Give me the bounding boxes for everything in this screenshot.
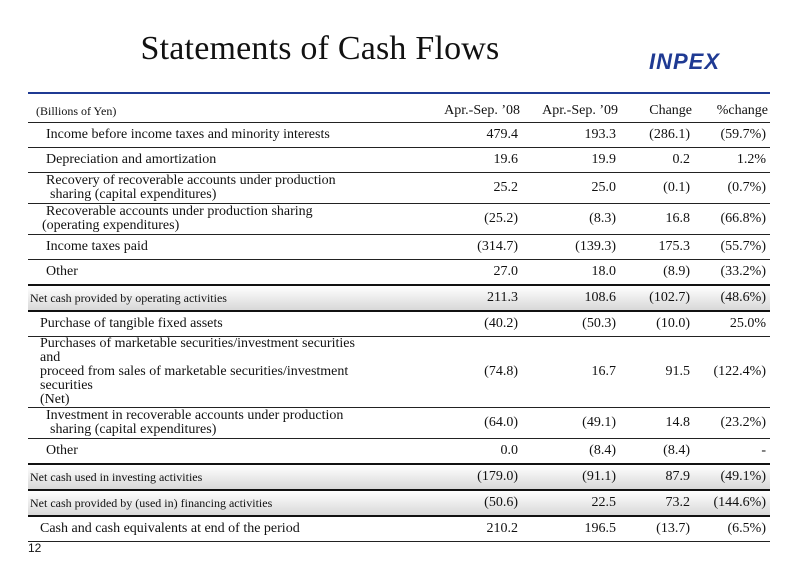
row-value: (74.8) bbox=[376, 337, 522, 408]
table-row bbox=[28, 516, 770, 542]
row-value: - bbox=[694, 439, 770, 465]
subtotal-row bbox=[28, 490, 770, 516]
row-label: Cash and cash equivalents at end of the period bbox=[28, 516, 376, 542]
row-value: (0.7%) bbox=[694, 173, 770, 204]
table-row bbox=[28, 148, 770, 173]
unit-label: (Billions of Yen) bbox=[36, 104, 117, 118]
table-row bbox=[28, 439, 770, 465]
row-value: 27.0 bbox=[376, 260, 522, 286]
row-value: (23.2%) bbox=[694, 408, 770, 439]
row-value: 16.7 bbox=[522, 337, 620, 408]
inpex-logo bbox=[647, 50, 758, 72]
row-value: 91.5 bbox=[620, 337, 694, 408]
table-row bbox=[28, 123, 770, 148]
row-value: (66.8%) bbox=[694, 204, 770, 235]
table-row bbox=[28, 408, 770, 439]
row-label: Investment in recoverable accounts under production sharing (capital expenditures) bbox=[28, 408, 376, 439]
row-value: (139.3) bbox=[522, 235, 620, 260]
row-value: (8.3) bbox=[522, 204, 620, 235]
row-value: 211.3 bbox=[376, 285, 522, 311]
row-value: (49.1%) bbox=[694, 464, 770, 490]
logo-text: INPEX bbox=[649, 50, 721, 72]
row-value: 16.8 bbox=[620, 204, 694, 235]
row-value: (8.9) bbox=[620, 260, 694, 286]
row-value: 14.8 bbox=[620, 408, 694, 439]
row-value: 108.6 bbox=[522, 285, 620, 311]
column-header: Apr.-Sep. ’09 bbox=[542, 103, 618, 118]
row-value: (286.1) bbox=[620, 123, 694, 148]
row-value: 193.3 bbox=[522, 123, 620, 148]
row-value: 175.3 bbox=[620, 235, 694, 260]
column-header: Apr.-Sep. ’08 bbox=[444, 103, 520, 118]
row-value: (122.4%) bbox=[694, 337, 770, 408]
row-value: 73.2 bbox=[620, 490, 694, 516]
row-value: (50.6) bbox=[376, 490, 522, 516]
row-value: 19.9 bbox=[522, 148, 620, 173]
row-label: Other bbox=[28, 439, 376, 465]
row-value: (6.5%) bbox=[694, 516, 770, 542]
row-label: Recoverable accounts under production sharing (operating expenditures) bbox=[28, 204, 376, 235]
row-value: (64.0) bbox=[376, 408, 522, 439]
row-value: (8.4) bbox=[620, 439, 694, 465]
page-number: 12 bbox=[28, 541, 42, 555]
row-label: Income before income taxes and minority interests bbox=[28, 123, 376, 148]
subtotal-row bbox=[28, 464, 770, 490]
row-value: (59.7%) bbox=[694, 123, 770, 148]
row-value: (144.6%) bbox=[694, 490, 770, 516]
row-value: (55.7%) bbox=[694, 235, 770, 260]
row-label: Purchase of tangible fixed assets bbox=[28, 311, 376, 337]
table-row bbox=[28, 235, 770, 260]
subtotal-row bbox=[28, 285, 770, 311]
row-value: 25.2 bbox=[376, 173, 522, 204]
title-divider bbox=[28, 92, 770, 94]
table-row bbox=[28, 337, 770, 408]
row-value: 19.6 bbox=[376, 148, 522, 173]
cash-flow-table bbox=[28, 100, 770, 542]
row-value: (102.7) bbox=[620, 285, 694, 311]
row-value: 196.5 bbox=[522, 516, 620, 542]
row-value: (33.2%) bbox=[694, 260, 770, 286]
column-header: %change bbox=[716, 103, 768, 118]
row-value: (50.3) bbox=[522, 311, 620, 337]
row-value: 18.0 bbox=[522, 260, 620, 286]
table-header-row bbox=[28, 100, 770, 123]
row-value: 0.2 bbox=[620, 148, 694, 173]
row-value: 1.2% bbox=[694, 148, 770, 173]
page-title: Statements of Cash Flows bbox=[140, 30, 500, 67]
row-value: 25.0% bbox=[694, 311, 770, 337]
table-row bbox=[28, 260, 770, 286]
row-value: 25.0 bbox=[522, 173, 620, 204]
row-value: 0.0 bbox=[376, 439, 522, 465]
row-label: Purchases of marketable securities/investment securities and proceed from sales of marketable securities/investment securities (Net) bbox=[28, 337, 376, 408]
row-value: (10.0) bbox=[620, 311, 694, 337]
table-row bbox=[28, 173, 770, 204]
row-value: (40.2) bbox=[376, 311, 522, 337]
row-label: Other bbox=[28, 260, 376, 286]
row-value: (8.4) bbox=[522, 439, 620, 465]
row-value: (48.6%) bbox=[694, 285, 770, 311]
row-label: Depreciation and amortization bbox=[28, 148, 376, 173]
row-value: 479.4 bbox=[376, 123, 522, 148]
row-value: (0.1) bbox=[620, 173, 694, 204]
row-label: Net cash used in investing activities bbox=[28, 464, 376, 490]
row-label: Income taxes paid bbox=[28, 235, 376, 260]
row-label: Recovery of recoverable accounts under production sharing (capital expenditures) bbox=[28, 173, 376, 204]
row-value: (49.1) bbox=[522, 408, 620, 439]
row-value: 87.9 bbox=[620, 464, 694, 490]
row-value: (25.2) bbox=[376, 204, 522, 235]
row-label: Net cash provided by operating activities bbox=[28, 285, 376, 311]
column-header: Change bbox=[649, 103, 692, 118]
table-row bbox=[28, 311, 770, 337]
table-row bbox=[28, 204, 770, 235]
row-value: 22.5 bbox=[522, 490, 620, 516]
row-value: (91.1) bbox=[522, 464, 620, 490]
row-value: (179.0) bbox=[376, 464, 522, 490]
row-label: Net cash provided by (used in) financing activities bbox=[28, 490, 376, 516]
row-value: 210.2 bbox=[376, 516, 522, 542]
row-value: (13.7) bbox=[620, 516, 694, 542]
row-value: (314.7) bbox=[376, 235, 522, 260]
